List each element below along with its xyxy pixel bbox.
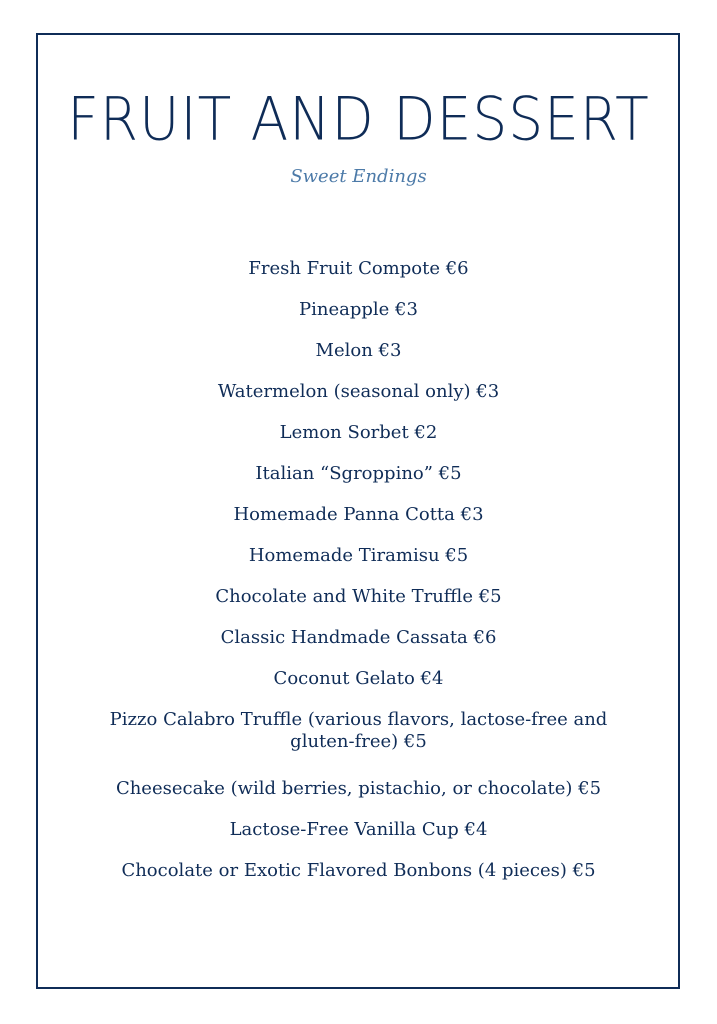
menu-item: Italian “Sgroppino” €5 [255,463,462,484]
menu-item: Coconut Gelato €4 [273,668,444,689]
menu-item: Cheesecake (wild berries, pistachio, or chocolate) €5 [115,778,602,799]
menu-item: Melon €3 [315,340,402,361]
dessert-menu-list [60,258,657,901]
menu-item: Pizzo Calabro Truffle (various flavors, lactose-free and gluten-free) €5 [109,709,608,752]
menu-item: Lemon Sorbet €2 [279,422,438,443]
menu-item: Chocolate and White Truffle €5 [215,586,502,607]
page-title: FRUIT AND DESSERT [67,84,650,154]
page-subtitle: Sweet Endings [290,166,427,187]
menu-item: Lactose-Free Vanilla Cup €4 [229,819,488,840]
menu-item: Chocolate or Exotic Flavored Bonbons (4 pieces) €5 [121,860,596,881]
menu-item: Homemade Tiramisu €5 [248,545,469,566]
menu-item: Fresh Fruit Compote €6 [248,258,469,279]
menu-item: Classic Handmade Cassata €6 [220,627,497,648]
menu-item: Homemade Panna Cotta €3 [233,504,484,525]
menu-item: Pineapple €3 [299,299,418,320]
menu-item: Watermelon (seasonal only) €3 [217,381,500,402]
